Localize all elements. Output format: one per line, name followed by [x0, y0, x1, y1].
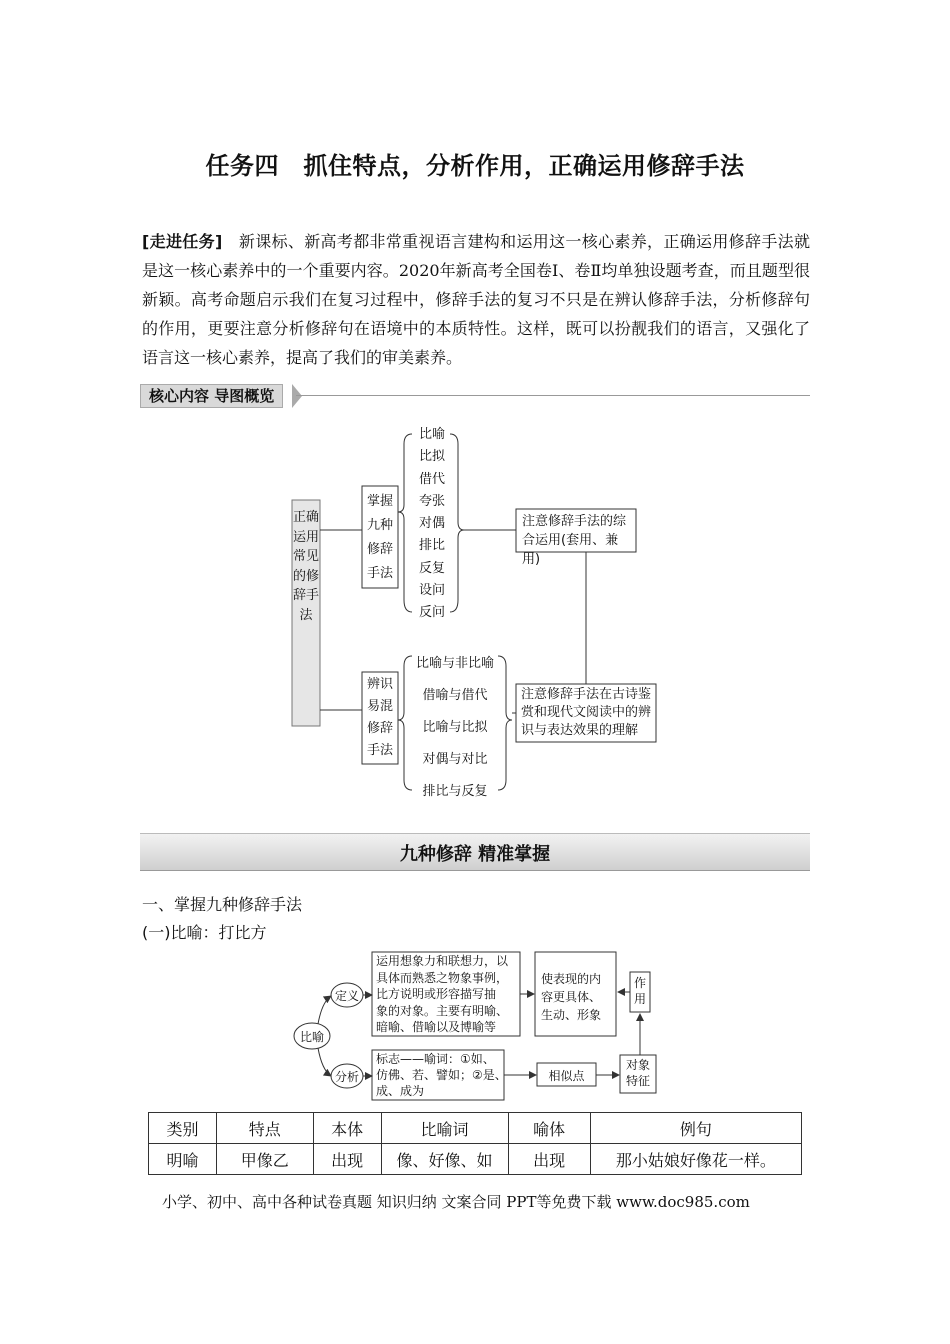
mindmap-item: 借代 — [418, 471, 445, 487]
table-header-cell: 本体 — [313, 1113, 381, 1144]
table-header-row — [149, 1113, 802, 1144]
mindmap-list-nine — [412, 424, 452, 625]
note-line: 识与表达效果的理解 — [521, 723, 639, 738]
definition-line: 运用想象力和联想力，以 — [376, 954, 509, 968]
diagram-effect-box — [541, 970, 617, 1024]
heading-level1: 一、掌握九种修辞手法 — [142, 895, 303, 914]
mindmap-item: 比喻与比拟 — [422, 720, 488, 735]
metaphor-table — [148, 1112, 802, 1175]
mindmap-note-combined — [522, 512, 636, 569]
intro-text: 新课标、新高考都非常重视语言建构和运用这一核心素养，正确运用修辞手法就是这一核心素养中的一个重要内容。2020年新高考全国卷Ⅰ、卷Ⅱ均单独设题考查，而且题型很新颖。高考命题启示我们在复习过程中，修辞手法的复习不只是在辨认修辞手法，分析修辞句的作用，更要注意分析修辞句在语境中的本质特性。这样，既可以扮靓我们的语言，又强化了语言这一核心素养，提高了我们的审美素养。 — [142, 232, 810, 367]
mindmap-item: 反复 — [418, 560, 445, 576]
mindmap-item: 比喻 — [418, 427, 445, 442]
diagram-analysis-box — [376, 1051, 508, 1099]
use-char: 作 — [633, 976, 646, 990]
effect-line: 使表现的内 — [541, 972, 602, 986]
mindmap-branch-master: 掌握九种修辞手法 — [366, 494, 393, 581]
table-cell: 明喻 — [149, 1144, 217, 1175]
table-cell: 出现 — [313, 1144, 381, 1175]
mindmap-note-reading — [521, 686, 661, 740]
mindmap-item: 设问 — [418, 583, 445, 599]
diagram-node-definition: 定义 — [334, 989, 359, 1003]
diagram-feature-box — [620, 1057, 656, 1089]
mindmap-item: 夸张 — [418, 493, 445, 509]
table-header-cell: 例句 — [590, 1113, 801, 1144]
analysis-line: 标志——喻词：①如、 — [376, 1052, 495, 1066]
table-cell: 像、好像、如 — [381, 1144, 508, 1175]
table-header-cell: 特点 — [216, 1113, 313, 1144]
mindmap-root: 正确运用常见的修辞手法 — [292, 510, 319, 623]
section-banner-title: 九种修辞 精准掌握 — [399, 844, 551, 865]
mindmap-item: 排比 — [418, 538, 445, 554]
definition-line: 象的对象。主要有明喻、 — [376, 1003, 509, 1018]
page-footer: 小学、初中、高中各种试卷真题 知识归纳 文案合同 PPT等免费下载 www.doc985.com — [162, 1193, 750, 1211]
analysis-line: 仿佛、若、譬如；②是、 — [376, 1068, 507, 1082]
table-header-cell: 类别 — [149, 1113, 217, 1144]
use-char: 用 — [633, 992, 646, 1006]
diagram-node-metaphor: 比喻 — [299, 1030, 324, 1044]
feature-line: 对象 — [625, 1058, 650, 1072]
note-line: 赏和现代文阅读中的辨 — [521, 705, 652, 720]
mindmap-item: 借喻与借代 — [422, 688, 488, 703]
note-line: 注意修辞手法在古诗鉴 — [521, 687, 652, 702]
definition-line: 比方说明或形容描写抽 — [376, 987, 497, 1001]
effect-line: 生动、形象 — [541, 1008, 602, 1022]
page-title: 任务四 抓住特点，分析作用，正确运用修辞手法 — [205, 152, 745, 180]
table-cell: 出现 — [508, 1144, 590, 1175]
mindmap-item: 反问 — [418, 605, 445, 621]
table-header-cell: 喻体 — [508, 1113, 590, 1144]
heading-level2: (一)比喻：打比方 — [142, 923, 267, 942]
mindmap-list-confusing — [412, 648, 498, 808]
analysis-line: 成、成为 — [376, 1084, 425, 1098]
mindmap-item: 对偶与对比 — [422, 752, 488, 767]
note-line: 注意修辞手法的综 — [522, 514, 627, 529]
mindmap-item: 排比与反复 — [422, 784, 488, 799]
note-line: 合运用(套用、兼用) — [522, 533, 619, 567]
definition-line: 暗喻、借喻以及博喻等 — [376, 1020, 497, 1034]
mindmap-item: 比喻与非比喻 — [415, 656, 494, 671]
diagram-node-analysis: 分析 — [334, 1070, 359, 1084]
table-cell: 甲像乙 — [216, 1144, 313, 1175]
mindmap-item: 对偶 — [418, 516, 445, 532]
mindmap-branch-distinguish: 辨识易混修辞手法 — [366, 677, 393, 758]
diagram-similarity-box: 相似点 — [548, 1069, 585, 1083]
mindmap-item: 比拟 — [418, 449, 445, 465]
intro-tag: [走进任务] — [142, 232, 223, 251]
diagram-definition-box — [376, 953, 522, 1036]
diagram-use-box — [630, 975, 650, 1007]
table-cell: 那小姑娘好像花一样。 — [590, 1144, 801, 1175]
definition-line: 具体而熟悉之物象事例， — [376, 970, 509, 985]
section-header-overview: 核心内容 导图概览 — [140, 384, 283, 408]
feature-line: 特征 — [625, 1074, 650, 1088]
table-row — [149, 1144, 802, 1175]
table-header-cell: 比喻词 — [381, 1113, 508, 1144]
effect-line: 容更具体、 — [541, 990, 602, 1004]
